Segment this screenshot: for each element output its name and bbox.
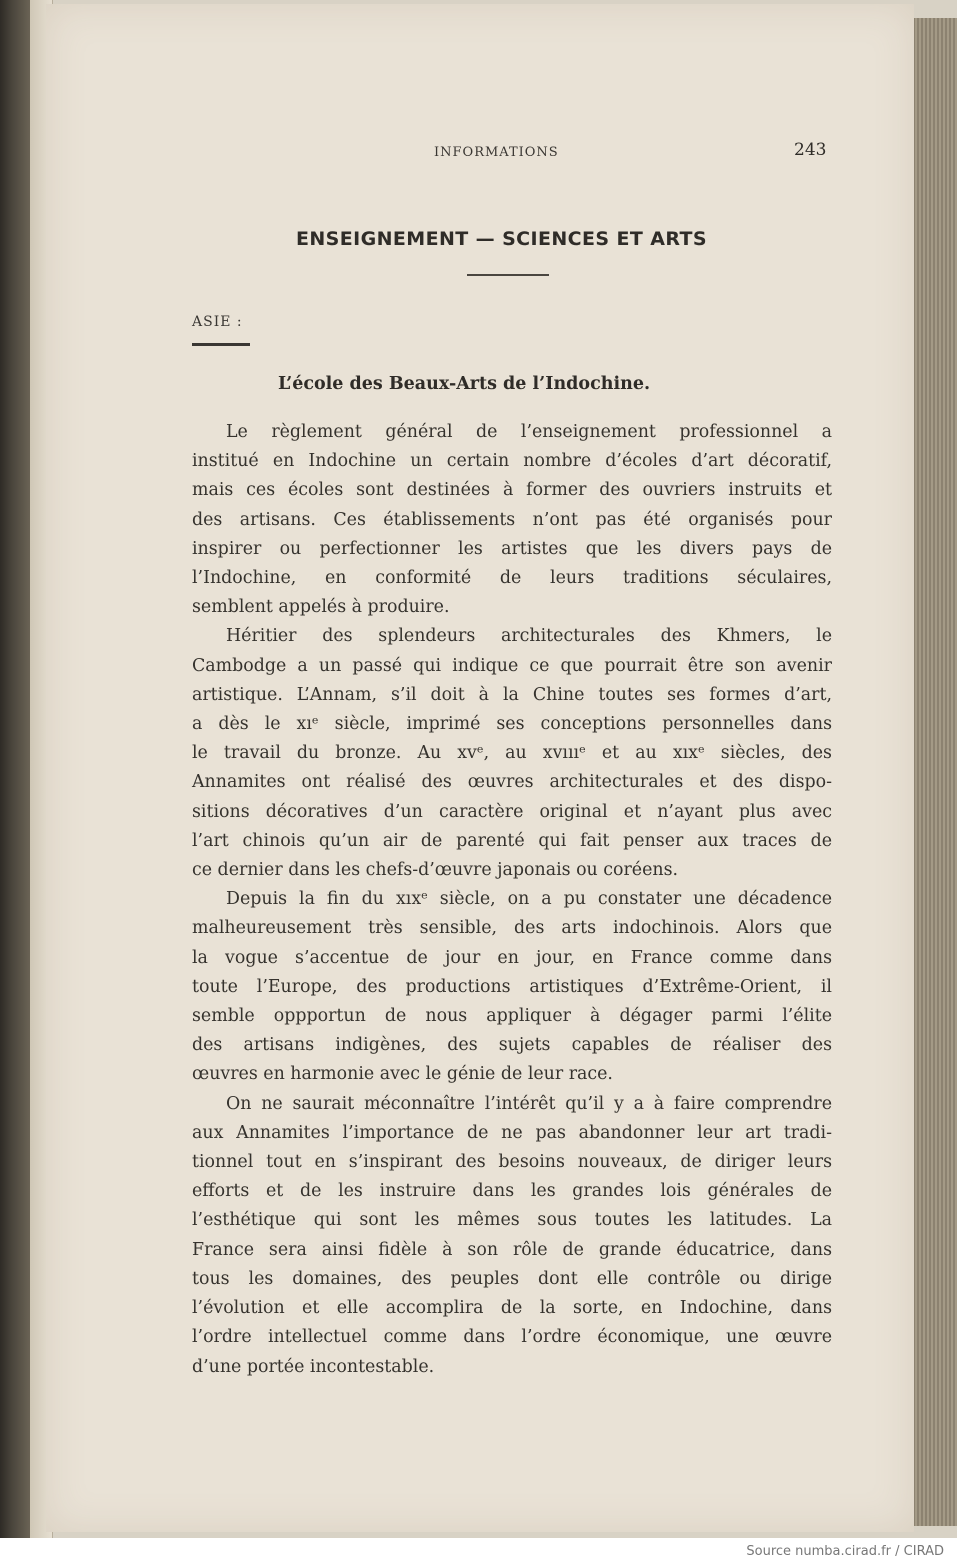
text-line: Depuis la fin du xıxᵉ siècle, on a pu constater une décadence bbox=[226, 889, 832, 910]
text-line: Annamites ont réalisé des œuvres architecturales et des dispo- bbox=[192, 772, 832, 793]
text-line: l’esthétique qui sont les mêmes sous toutes les latitudes. La bbox=[192, 1210, 832, 1231]
text-line: d’une portée incontestable. bbox=[192, 1356, 435, 1377]
text-line: ce dernier dans les chefs-d’œuvre japonais ou coréens. bbox=[192, 860, 679, 881]
text-line: tous les domaines, des peuples dont elle contrôle ou dirige bbox=[192, 1268, 832, 1289]
text-line: l’ordre intellectuel comme dans l’ordre économique, une œuvre bbox=[192, 1327, 832, 1348]
text-line: malheureusement très sensible, des arts indochinois. Alors que bbox=[192, 918, 832, 939]
text-line: semble oppportun de nous appliquer à dégager parmi l’élite bbox=[192, 1006, 832, 1027]
text-line: efforts et de les instruire dans les grandes lois générales de bbox=[192, 1181, 832, 1202]
text-line: semblent appelés à produire. bbox=[192, 597, 450, 618]
text-line: a dès le xıᵉ siècle, imprimé ses conceptions personnelles dans bbox=[192, 714, 832, 735]
text-line: France sera ainsi fidèle à son rôle de grande éducatrice, dans bbox=[192, 1239, 832, 1260]
title-rule bbox=[467, 274, 549, 276]
text-line: institué en Indochine un certain nombre d’écoles d’art décoratif, bbox=[192, 451, 832, 472]
page-edges bbox=[909, 18, 957, 1526]
text-line: aux Annamites l’importance de ne pas abandonner leur art tradi- bbox=[192, 1122, 832, 1143]
text-line: l’Indochine, en conformité de leurs traditions séculaires, bbox=[192, 568, 832, 589]
text-line: tionnel tout en s’inspirant des besoins nouveaux, de diriger leurs bbox=[192, 1152, 832, 1173]
text-line: inspirer ou perfectionner les artistes que les divers pays de bbox=[192, 538, 832, 559]
book-page bbox=[46, 4, 914, 1532]
text-line: Cambodge a un passé qui indique ce que pourrait être son avenir bbox=[192, 655, 832, 676]
text-line: l’art chinois qu’un air de parenté qui fait penser aux traces de bbox=[192, 830, 832, 851]
text-line: On ne saurait méconnaître l’intérêt qu’il y a à faire comprendre bbox=[226, 1093, 832, 1114]
text-line: œuvres en harmonie avec le génie de leur race. bbox=[192, 1064, 613, 1085]
text-line: mais ces écoles sont destinées à former des ouvriers instruits et bbox=[192, 480, 832, 501]
text-line: la vogue s’accentue de jour en jour, en France comme dans bbox=[192, 947, 832, 968]
article-body bbox=[192, 418, 832, 1382]
text-line: des artisans indigènes, des sujets capables de réaliser des bbox=[192, 1035, 832, 1056]
text-line: des artisans. Ces établissements n’ont pas été organisés pour bbox=[192, 509, 832, 530]
book-binding bbox=[0, 0, 30, 1538]
region-label: ASIE : bbox=[192, 314, 243, 330]
page-number: 243 bbox=[794, 140, 827, 160]
text-line: Le règlement général de l’enseignement professionnel a bbox=[226, 422, 832, 442]
text-line: le travail du bronze. Au xvᵉ, au xvıııᵉ et au xıxᵉ siècles, des bbox=[192, 743, 832, 764]
article-title: L’école des Beaux-Arts de l’Indochine. bbox=[278, 374, 651, 394]
running-head: INFORMATIONS bbox=[434, 145, 559, 160]
source-credit: Source numba.cirad.fr / CIRAD bbox=[746, 1544, 944, 1559]
text-line: artistique. L’Annam, s’il doit à la Chine toutes ses formes d’art, bbox=[192, 684, 832, 705]
text-line: sitions décoratives d’un caractère original et n’ayant plus avec bbox=[192, 801, 832, 822]
text-line: toute l’Europe, des productions artistiques d’Extrême-Orient, il bbox=[192, 976, 832, 997]
text-line: Héritier des splendeurs architecturales des Khmers, le bbox=[226, 626, 832, 647]
region-rule bbox=[192, 343, 250, 346]
text-line: l’évolution et elle accomplira de la sorte, en Indochine, dans bbox=[192, 1298, 832, 1319]
section-title: ENSEIGNEMENT — SCIENCES ET ARTS bbox=[296, 228, 707, 250]
